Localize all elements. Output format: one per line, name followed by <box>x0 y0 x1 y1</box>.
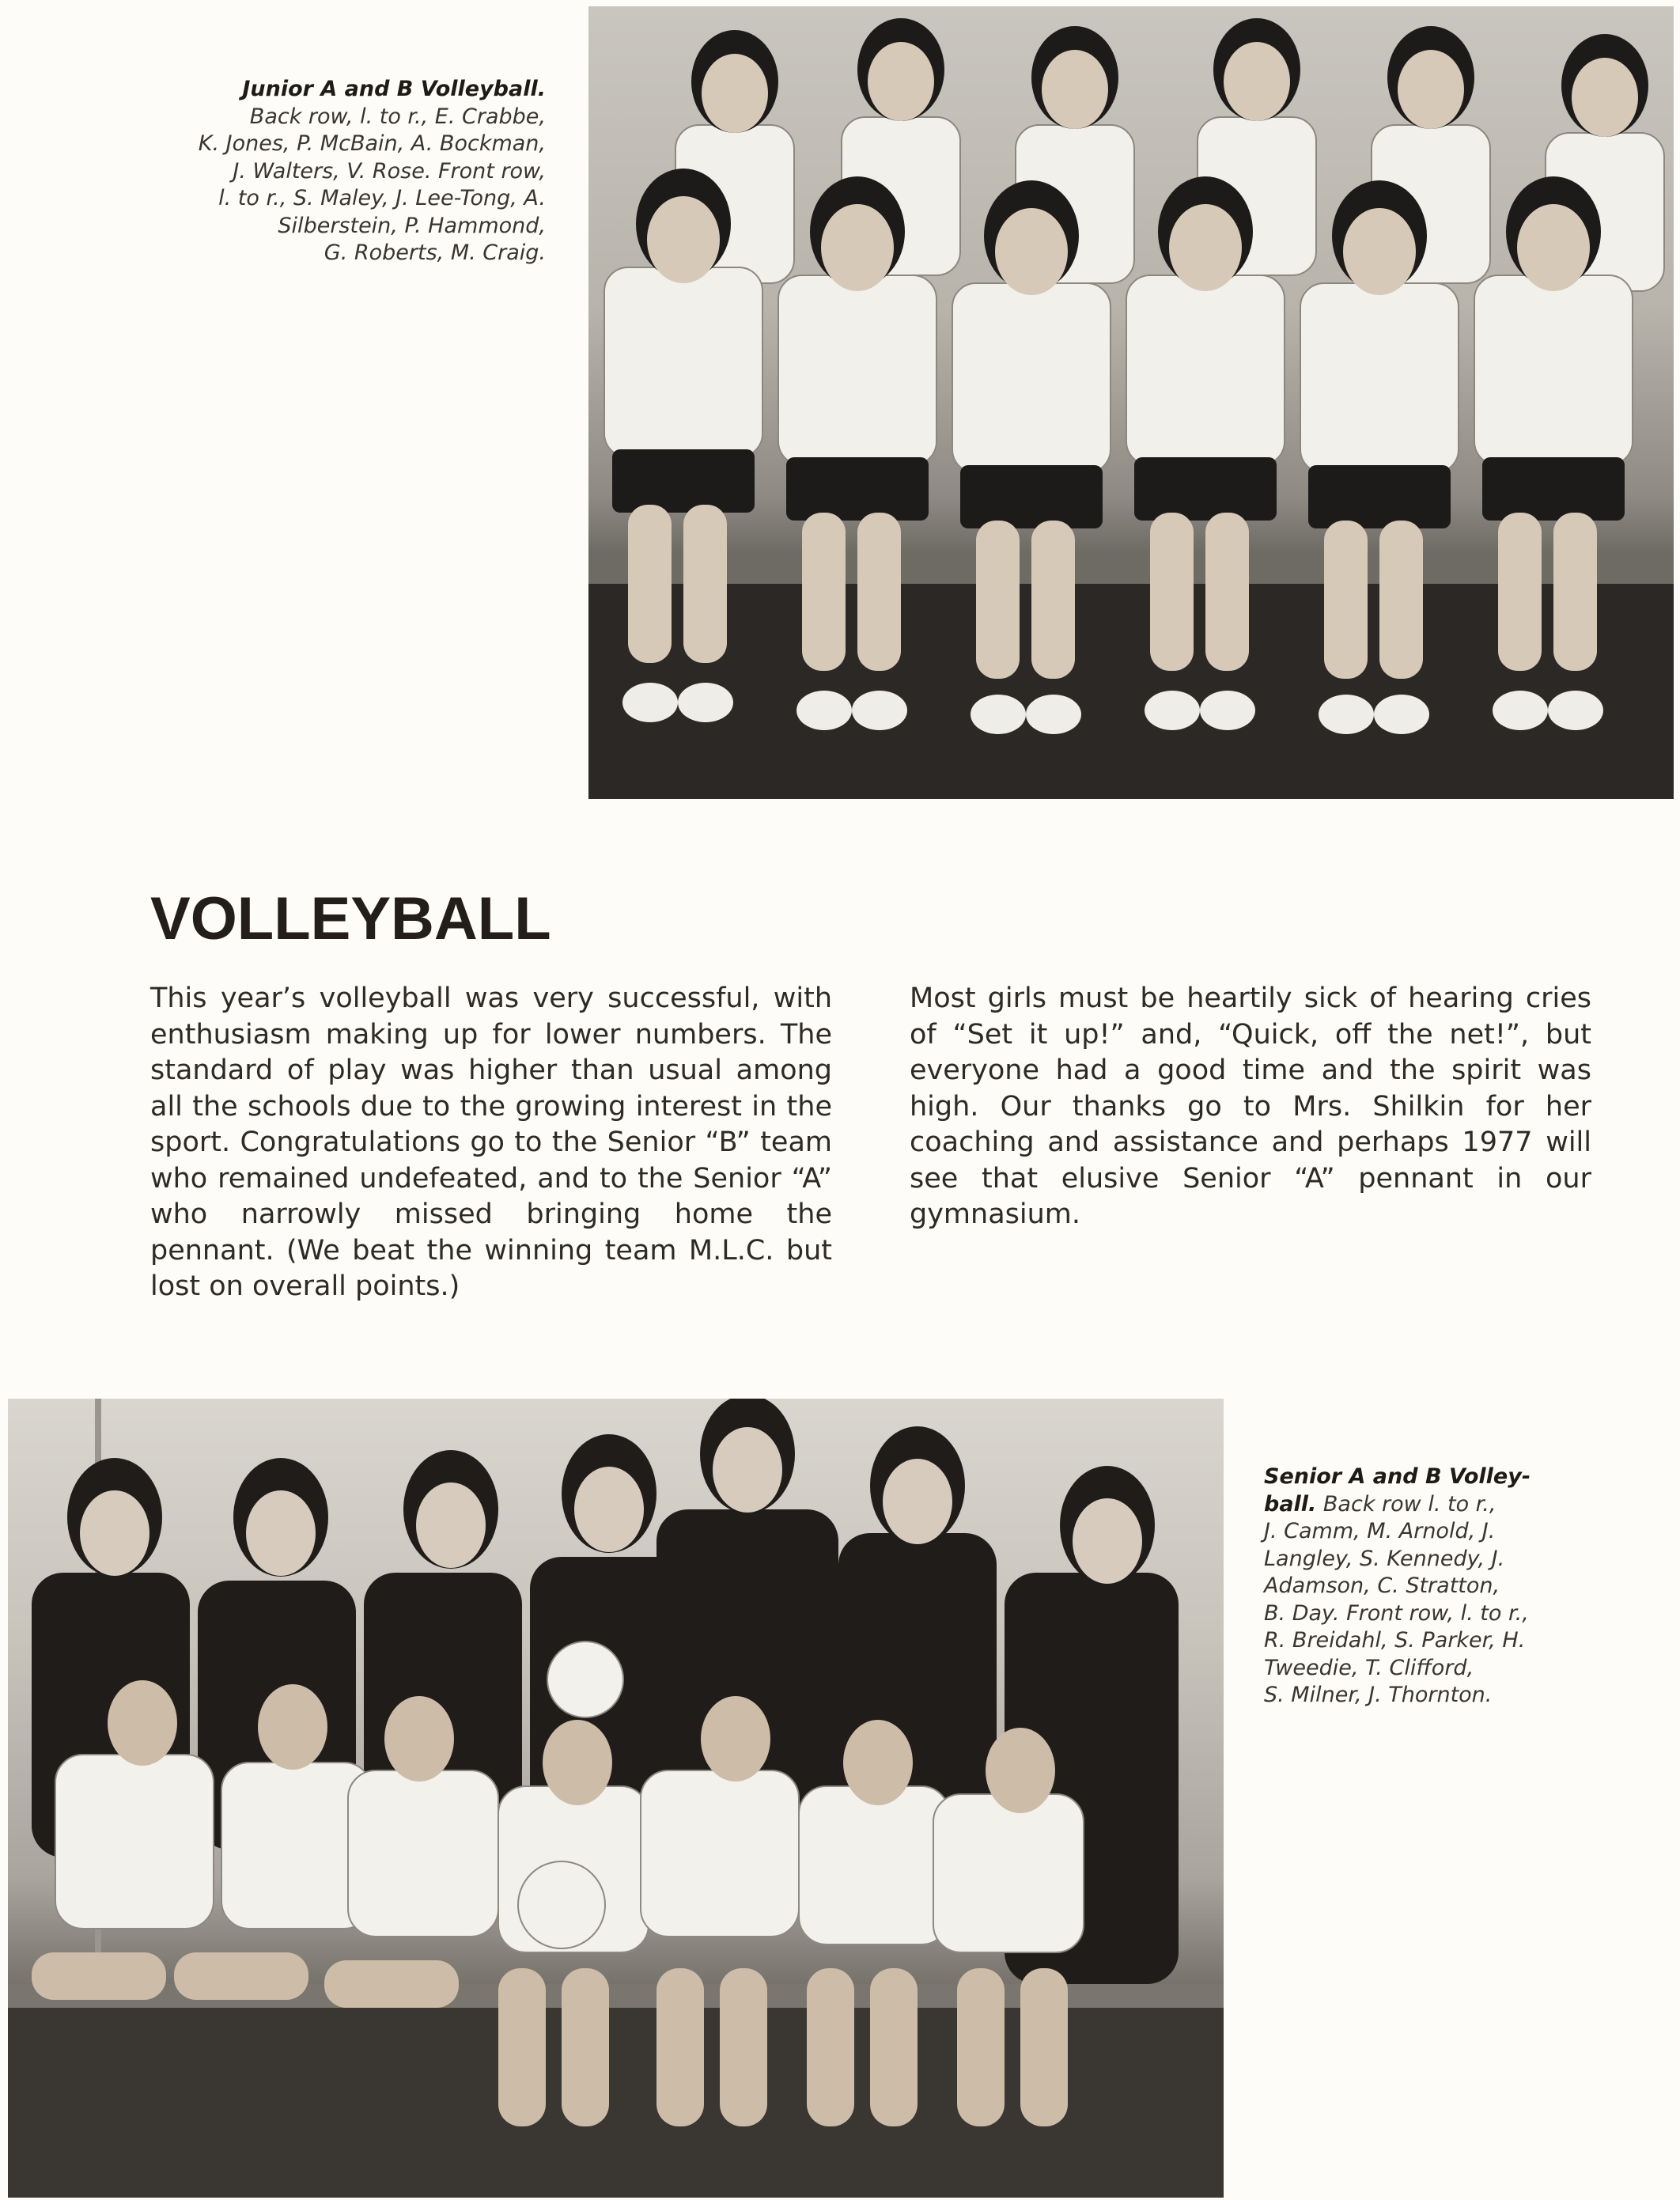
senior-caption-line: Langley, S. Kennedy, J. <box>1264 1546 1505 1571</box>
senior-caption-text: Back row l. to r., <box>1316 1491 1496 1517</box>
junior-caption-line: K. Jones, P. McBain, A. Bockman, <box>198 131 546 156</box>
senior-caption-line: Adamson, C. Stratton, <box>1264 1573 1500 1598</box>
junior-caption-title: Junior A and B Volleyball. <box>242 77 546 101</box>
senior-caption-line: Tweedie, T. Clifford, <box>1264 1655 1474 1680</box>
senior-team-caption <box>1264 1464 1596 1710</box>
junior-caption-line: Back row, l. to r., E. Crabbe, <box>249 104 546 129</box>
junior-caption-line: J. Walters, V. Rose. Front row, <box>233 158 546 184</box>
senior-team-photo <box>8 1399 1224 2198</box>
senior-caption-line <box>1264 1491 1596 1519</box>
junior-photo-illustration <box>588 6 1674 799</box>
senior-caption-line: S. Milner, J. Thornton. <box>1264 1683 1493 1707</box>
senior-caption-line: J. Camm, M. Arnold, J. <box>1264 1519 1496 1543</box>
junior-caption-line: Silberstein, P. Hammond, <box>278 213 546 238</box>
page-title: VOLLEYBALL <box>150 885 551 952</box>
senior-photo-illustration <box>8 1399 1224 2198</box>
senior-caption-title-end: ball. <box>1264 1491 1317 1517</box>
senior-caption-title: Senior A and B Volley- <box>1264 1464 1531 1489</box>
junior-caption-line: G. Roberts, M. Craig. <box>324 240 546 265</box>
senior-caption-line: R. Breidahl, S. Parker, H. <box>1264 1628 1526 1653</box>
junior-team-photo <box>588 6 1674 799</box>
junior-caption-line: l. to r., S. Maley, J. Lee-Tong, A. <box>218 186 546 210</box>
article-paragraph-right: Most girls must be heartily sick of hearing cries of “Set it up!” and, “Quick, off the net!”, but everyone had a good time and the spirit was high. Our thanks go to Mrs. Shilkin for her coaching and assistance and perhaps 1977 will see that elusive Senior “A” pennant in our gymnasium. <box>910 983 1591 1230</box>
article-paragraph-left: This year’s volleyball was very successful, with enthusiasm making up for lower numbers. The standard of play was higher than usual among all the schools due to the growing interest in the sport. Congratulations go to the Senior “B” team who remained undefeated, and to the Senior “A” who narrowly missed bringing home the pennant. (We beat the winning team M.L.C. but lost on overall points.) <box>150 983 832 1302</box>
junior-team-caption <box>127 76 546 267</box>
senior-caption-line: B. Day. Front row, l. to r., <box>1264 1600 1529 1626</box>
